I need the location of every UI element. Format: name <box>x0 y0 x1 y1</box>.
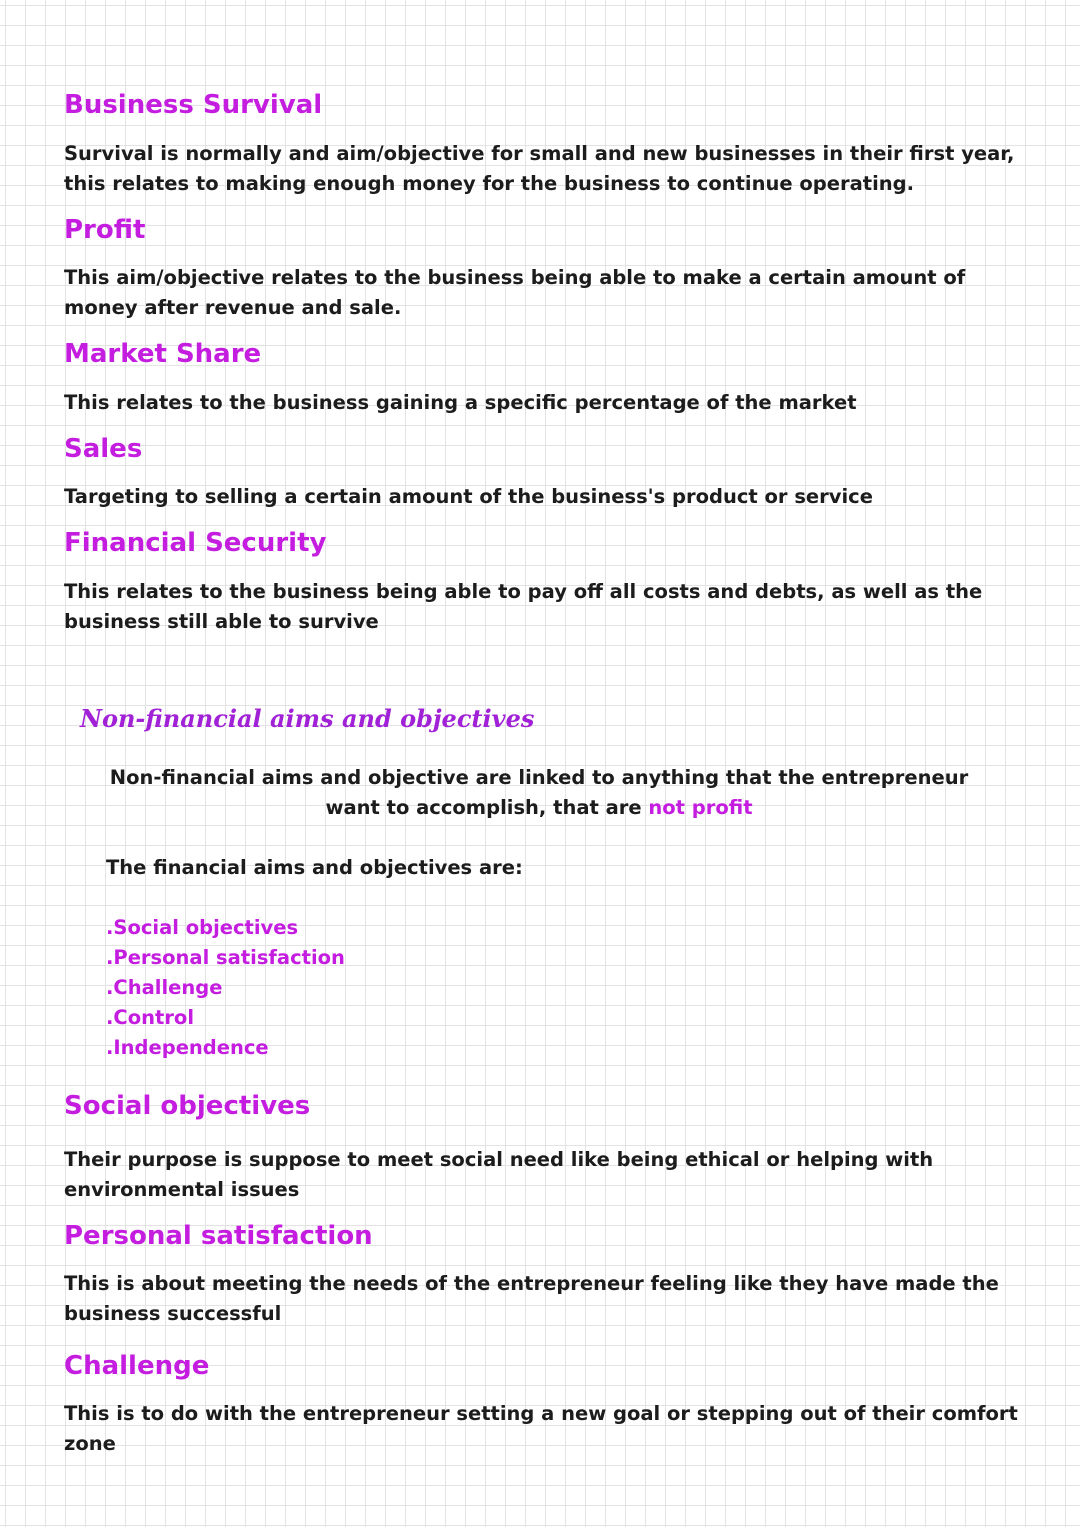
body-sales: Targeting to selling a certain amount of the business's product or service <box>64 485 873 508</box>
heading-market-share: Market Share <box>64 339 262 369</box>
list-item: .Challenge <box>106 976 223 999</box>
body-business-survival: Survival is normally and aim/objective for small and new businesses in their first year, this relates to making enough money for the business to continue operating. <box>64 142 1015 195</box>
non-financial-intro <box>64 763 1014 823</box>
list-heading: The financial aims and objectives are: <box>106 856 523 879</box>
non-financial-title: Non-financial aims and objectives <box>80 704 535 733</box>
body-market-share: This relates to the business gaining a specific percentage of the market <box>64 391 857 414</box>
body-profit: This aim/objective relates to the business being able to make a certain amount of money after revenue and sale. <box>64 266 966 319</box>
non-financial-intro-line2: want to accomplish, that are <box>325 796 642 819</box>
heading-challenge: Challenge <box>64 1351 210 1381</box>
list-item: .Social objectives <box>106 916 299 939</box>
body-challenge: This is to do with the entrepreneur setting a new goal or stepping out of their comfort zone <box>64 1402 1018 1455</box>
heading-social-objectives: Social objectives <box>64 1091 311 1121</box>
body-social-objectives: Their purpose is suppose to meet social need like being ethical or helping with environmental issues <box>64 1148 934 1201</box>
heading-sales: Sales <box>64 434 143 464</box>
body-personal-satisfaction: This is about meeting the needs of the entrepreneur feeling like they have made the business successful <box>64 1272 999 1325</box>
non-financial-intro-highlight: not profit <box>648 796 753 819</box>
heading-personal-satisfaction: Personal satisfaction <box>64 1221 373 1251</box>
list-item: .Control <box>106 1006 195 1029</box>
body-financial-security: This relates to the business being able to pay off all costs and debts, as well as the business still able to survive <box>64 580 983 633</box>
non-financial-intro-line1: Non-financial aims and objective are linked to anything that the entrepreneur <box>109 766 969 789</box>
heading-profit: Profit <box>64 215 146 245</box>
aims-list <box>106 913 345 1063</box>
heading-financial-security: Financial Security <box>64 528 327 558</box>
list-item: .Personal satisfaction <box>106 946 345 969</box>
heading-business-survival: Business Survival <box>64 90 323 120</box>
list-item: .Independence <box>106 1036 269 1059</box>
